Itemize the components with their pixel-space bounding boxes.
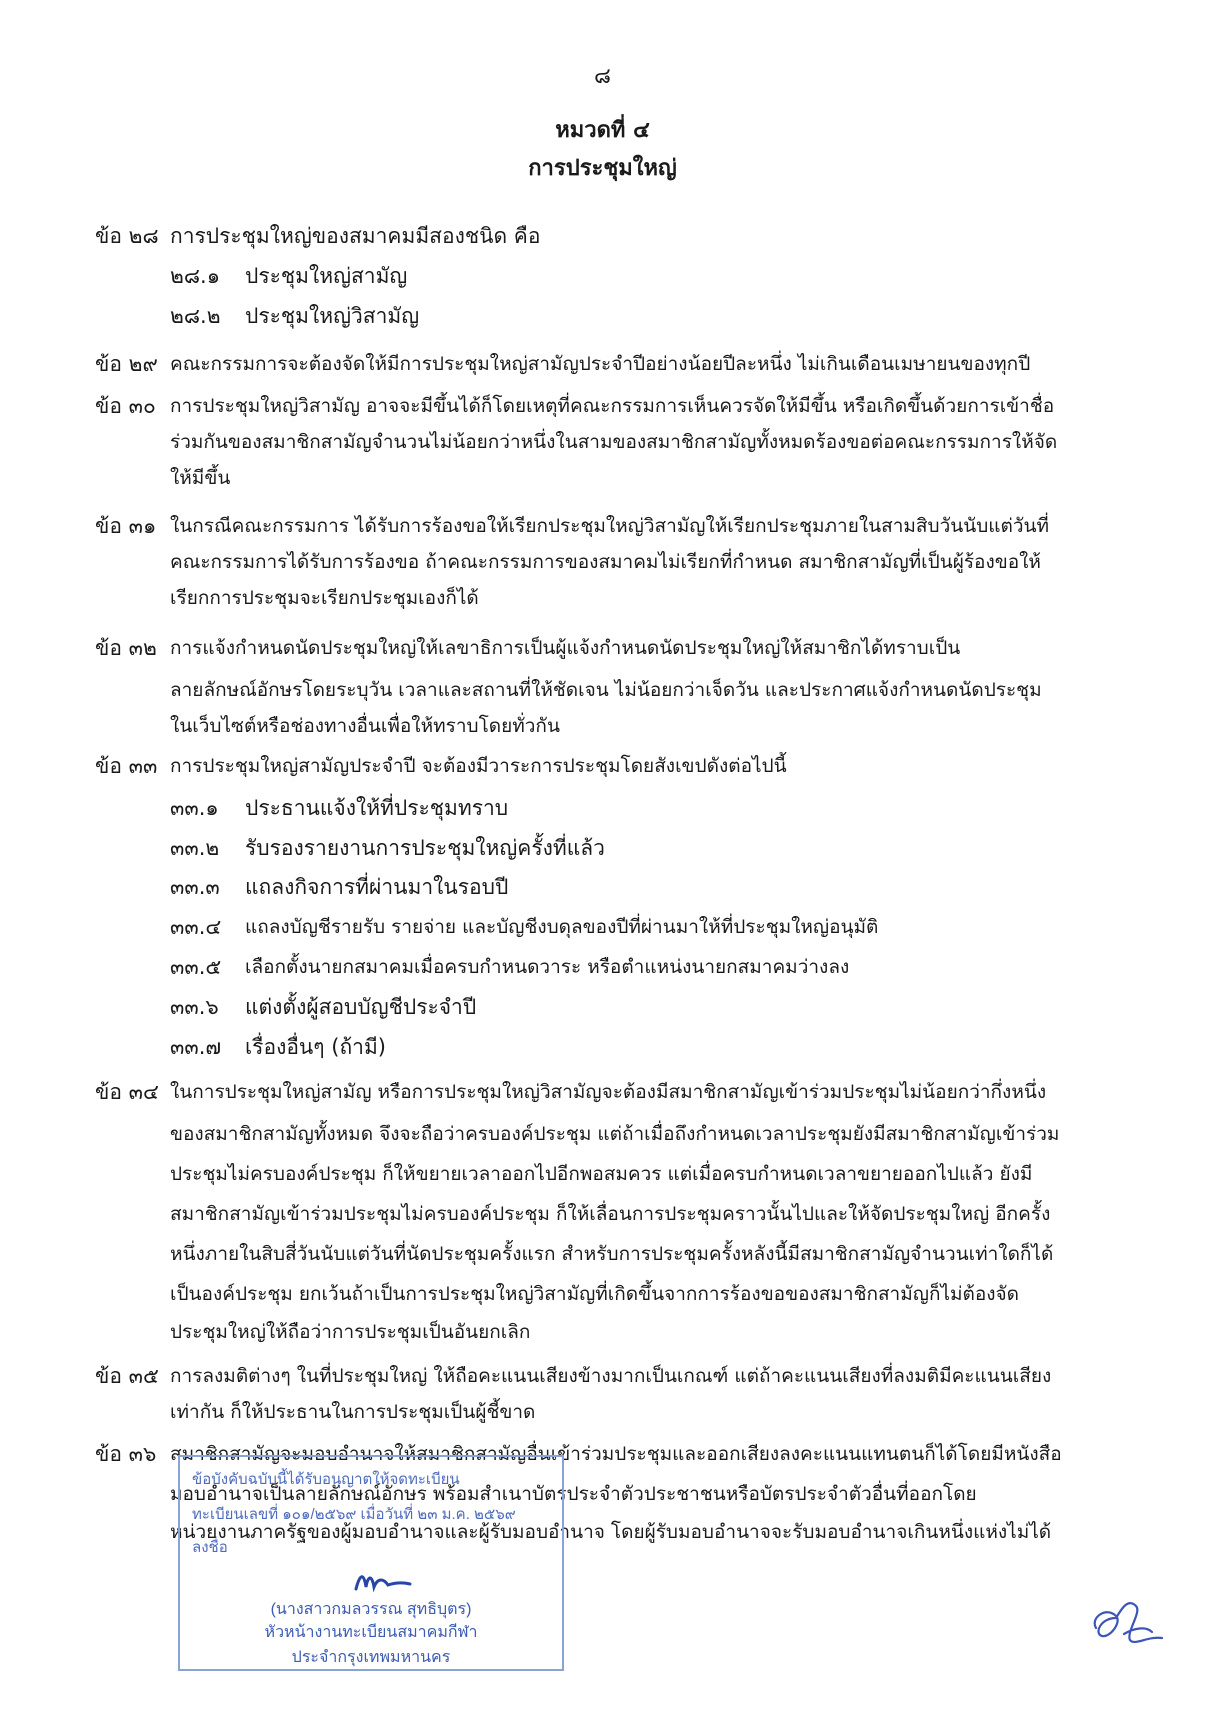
clause-32-line-1: การแจ้งกำหนดนัดประชุมใหญ่ให้เลขาธิการเป็นผู้แจ้งกำหนดนัดประชุมใหญ่ให้สมาชิกได้ทราบเป็น	[170, 637, 961, 659]
clause-33-4-text: แถลงบัญชีรายรับ รายจ่าย และบัญชีงบดุลของปีที่ผ่านมาให้ที่ประชุมใหญ่อนุมัติ	[245, 916, 879, 938]
stamp-office: ประจำกรุงเทพมหานคร	[291, 1649, 451, 1666]
clause-29-label: ข้อ ๒๙	[95, 352, 158, 376]
clause-33-text: การประชุมใหญ่สามัญประจำปี จะต้องมีวาระการประชุมโดยสังเขปดังต่อไปนี้	[170, 755, 787, 777]
clause-34-line-2: ของสมาชิกสามัญทั้งหมด จึงจะถือว่าครบองค์ประชุม แต่ถ้าเมื่อถึงกำหนดเวลาประชุมยังมีสมาชิกสามัญเข้าร่วม	[170, 1123, 1060, 1145]
clause-29-text: คณะกรรมการจะต้องจัดให้มีการประชุมใหญ่สามัญประจำปีอย่างน้อยปีละหนึ่ง ไม่เกินเดือนเมษายนของทุกปี	[170, 353, 1031, 375]
registration-stamp	[178, 1455, 564, 1671]
clause-35-line-2: เท่ากัน ก็ให้ประธานในการประชุมเป็นผู้ชี้ขาด	[170, 1401, 536, 1423]
clause-33-7-num: ๓๓.๗	[170, 1035, 222, 1059]
clause-36-label: ข้อ ๓๖	[95, 1442, 157, 1466]
clause-31-label: ข้อ ๓๑	[95, 514, 157, 538]
clause-33-6-num: ๓๓.๖	[170, 995, 219, 1019]
page-number: ๘	[594, 64, 611, 89]
clause-36-line-1: สมาชิกสามัญจะมอบอำนาจให้สมาชิกสามัญอื่นเข้าร่วมประชุมและออกเสียงลงคะแนนแทนตนก็ได้โดยมีหนังสือ	[170, 1443, 1062, 1465]
stamp-position: หัวหน้างานทะเบียนสมาคมกีฬา	[264, 1624, 478, 1641]
clause-32-label: ข้อ ๓๒	[95, 636, 157, 660]
stamp-line-2: ทะเบียนเลขที่ ๑๐๑/๒๕๖๙ เมื่อวันที่ ๒๓ ม.ค. ๒๕๖๙	[192, 1506, 516, 1523]
clause-33-label: ข้อ ๓๓	[95, 754, 158, 778]
clause-31-line-3: เรียกการประชุมจะเรียกประชุมเองก็ได้	[170, 587, 479, 609]
clause-32-line-3: ในเว็บไซต์หรือช่องทางอื่นเพื่อให้ทราบโดยทั่วกัน	[170, 715, 560, 737]
clause-33-3-num: ๓๓.๓	[170, 875, 220, 899]
clause-28-1-text: ประชุมใหญ่สามัญ	[245, 264, 408, 288]
clause-28-1-num: ๒๘.๑	[170, 264, 221, 288]
clause-30-line-1: การประชุมใหญ่วิสามัญ อาจจะมีขึ้นได้ก็โดยเหตุที่คณะกรรมการเห็นควรจัดให้มีขึ้น หรือเกิดขึ้นด้วยการเข้าชื่อ	[170, 395, 1055, 417]
stamp-name: (นางสาวกมลวรรณ สุทธิบุตร)	[270, 1601, 472, 1618]
clause-33-5-num: ๓๓.๕	[170, 955, 222, 979]
clause-33-5-text: เลือกตั้งนายกสมาคมเมื่อครบกำหนดวาระ หรือตำแหน่งนายกสมาคมว่างลง	[245, 956, 850, 978]
clause-34-line-5: หนึ่งภายในสิบสี่วันนับแต่วันที่นัดประชุมครั้งแรก สำหรับการประชุมครั้งหลังนี้มีสมาชิกสามัญจำนวนเท่าใดก็ได้	[170, 1243, 1054, 1265]
clause-35-label: ข้อ ๓๕	[95, 1364, 159, 1388]
initials-signature-icon	[1086, 1588, 1166, 1658]
clause-28-text: การประชุมใหญ่ของสมาคมมีสองชนิด คือ	[170, 224, 541, 248]
clause-30-line-3: ให้มีขึ้น	[170, 467, 231, 489]
chapter-subtitle: การประชุมใหญ่	[528, 156, 677, 181]
clause-34-line-6: เป็นองค์ประชุม ยกเว้นถ้าเป็นการประชุมใหญ่วิสามัญที่เกิดขึ้นจากการร้องขอของสมาชิกสามัญก็ไม่ต้องจัด	[170, 1283, 1020, 1305]
clause-34-line-4: สมาชิกสามัญเข้าร่วมประชุมไม่ครบองค์ประชุม ก็ให้เลื่อนการประชุมคราวนั้นไปและให้จัดประชุมใหญ่ อีกครั้ง	[170, 1203, 1051, 1225]
clause-28-2-num: ๒๘.๒	[170, 304, 221, 328]
clause-30-label: ข้อ ๓๐	[95, 394, 156, 418]
clause-28-label: ข้อ ๒๘	[95, 224, 159, 248]
chapter-title: หมวดที่ ๔	[555, 118, 650, 143]
clause-33-4-num: ๓๓.๔	[170, 915, 222, 939]
clause-32-line-2: ลายลักษณ์อักษรโดยระบุวัน เวลาและสถานที่ให้ชัดเจน ไม่น้อยกว่าเจ็ดวัน และประกาศแจ้งกำหนดนัดประชุม	[170, 679, 1042, 701]
clause-36-line-3: หน่วยงานภาครัฐของผู้มอบอำนาจและผู้รับมอบอำนาจ โดยผู้รับมอบอำนาจจะรับมอบอำนาจเกินหนึ่งแห่งไม่ได้	[170, 1521, 1052, 1543]
clause-35-line-1: การลงมติต่างๆ ในที่ประชุมใหญ่ ให้ถือคะแนนเสียงข้างมากเป็นเกณฑ์ แต่ถ้าคะแนนเสียงที่ลงมติมีคะแนนเสียง	[170, 1365, 1052, 1387]
clause-34-label: ข้อ ๓๔	[95, 1080, 159, 1104]
clause-34-line-3: ประชุมไม่ครบองค์ประชุม ก็ให้ขยายเวลาออกไปอีกพอสมควร แต่เมื่อครบกำหนดเวลาขยายออกไปแล้ว ยังมี	[170, 1163, 1033, 1185]
clause-33-1-text: ประธานแจ้งให้ที่ประชุมทราบ	[245, 796, 509, 820]
clause-33-6-text: แต่งตั้งผู้สอบบัญชีประจำปี	[245, 995, 477, 1019]
clause-33-2-text: รับรองรายงานการประชุมใหญ่ครั้งที่แล้ว	[245, 836, 605, 860]
clause-33-2-num: ๓๓.๒	[170, 836, 220, 860]
clause-33-7-text: เรื่องอื่นๆ (ถ้ามี)	[245, 1035, 386, 1059]
clause-31-line-1: ในกรณีคณะกรรมการ ได้รับการร้องขอให้เรียกประชุมใหญ่วิสามัญให้เรียกประชุมภายในสามสิบวันนับแต่วันที่	[170, 515, 1050, 537]
clause-36-line-2: มอบอำนาจเป็นลายลักษณ์อักษร พร้อมสำเนาบัตรประจำตัวประชาชนหรือบัตรประจำตัวอื่นที่ออกโดย	[170, 1483, 977, 1505]
clause-30-line-2: ร่วมกันของสมาชิกสามัญจำนวนไม่น้อยกว่าหนึ่งในสามของสมาชิกสามัญทั้งหมดร้องขอต่อคณะกรรมการให้จัด	[170, 431, 1058, 453]
clause-34-line-7: ประชุมใหญ่ให้ถือว่าการประชุมเป็นอันยกเลิก	[170, 1321, 531, 1343]
clause-34-line-1: ในการประชุมใหญ่สามัญ หรือการประชุมใหญ่วิสามัญจะต้องมีสมาชิกสามัญเข้าร่วมประชุมไม่น้อยกว่ากึ่งหนึ่ง	[170, 1081, 1047, 1103]
clause-28-2-text: ประชุมใหญ่วิสามัญ	[245, 304, 420, 328]
stamp-signature-icon	[352, 1567, 412, 1597]
clause-33-3-text: แถลงกิจการที่ผ่านมาในรอบปี	[245, 875, 509, 899]
clause-33-1-num: ๓๓.๑	[170, 796, 219, 820]
stamp-line-1: ข้อบังคับฉบับนี้ได้รับอนุญาตให้จดทะเบียน	[192, 1471, 460, 1488]
clause-31-line-2: คณะกรรมการได้รับการร้องขอ ถ้าคณะกรรมการของสมาคมไม่เรียกที่กำหนด สมาชิกสามัญที่เป็นผู้ร้องขอให้	[170, 551, 1041, 573]
stamp-line-3: ลงชื่อ	[192, 1539, 228, 1556]
